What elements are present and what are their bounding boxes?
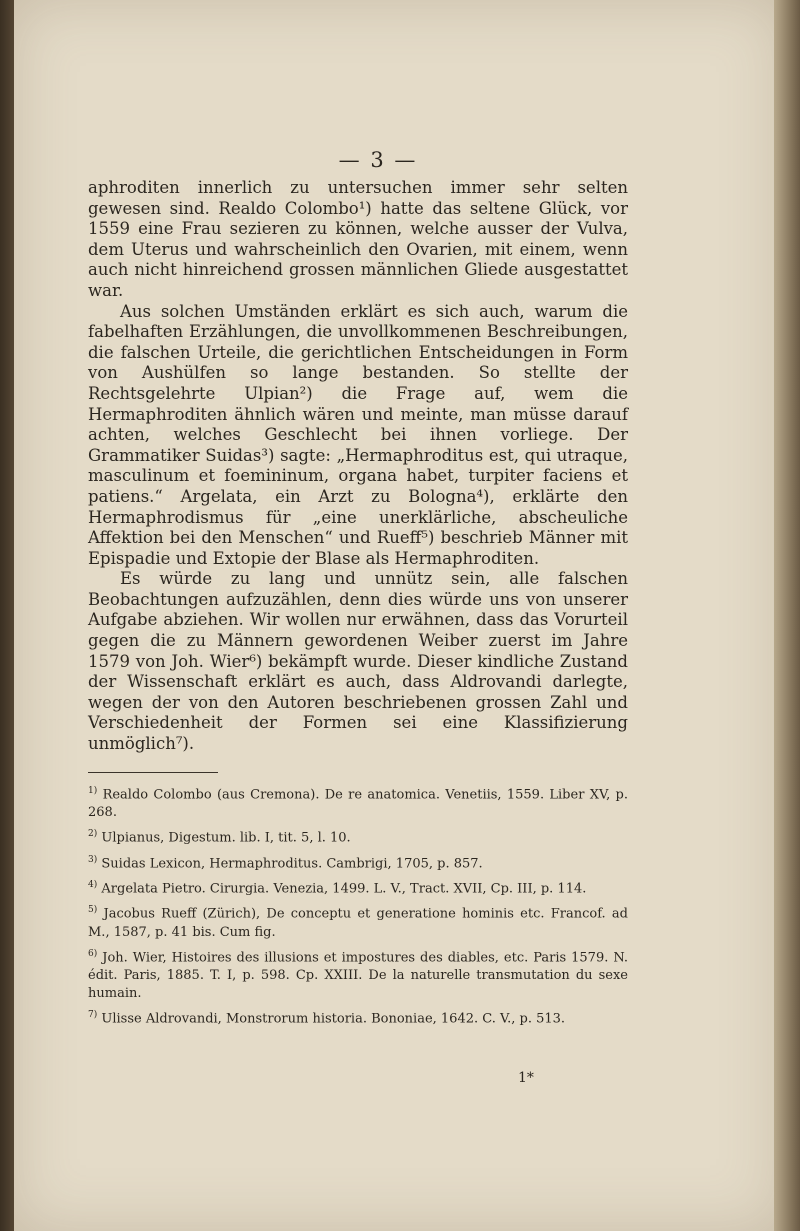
footnote-mark: 2): [88, 829, 98, 840]
footnote-text: Suidas Lexicon, Hermaphroditus. Cambrigi, 1705, p. 857.: [101, 855, 483, 871]
paragraph-2: Aus solchen Umständen erklärt es sich auch, warum die fabelhaften Erzählungen, die unvollkommenen Beschreibungen, die falschen Urteile, die gerichtlichen Entscheidungen in Form von Aushülfen so lange bestanden. So stellte der Rechtsgelehrte Ulpian²) die Frage auf, wem die Hermaphroditen ähnlich wären und meinte, man müsse darauf achten, welches Geschlecht bei ihnen vorliege. Der Grammatiker Suidas³) sagte: „Hermaphroditus est, qui utraque, masculinum et foemininum, organa habet, turpiter faciens et patiens.“ Argelata, ein Arzt zu Bologna⁴), erklärte den Hermaphrodismus für „eine unerklärliche, abscheuliche Affektion bei den Menschen“ und Rueff⁵) beschrieb Männer mit Epispadie und Extopie der Blase als Hermaphroditen.: [88, 301, 628, 568]
footnote-mark: 1): [88, 786, 98, 796]
page-edge: [774, 0, 800, 1231]
main-text: [88, 178, 628, 755]
footnote-text: Ulisse Aldrovandi, Monstrorum historia. Bononiae, 1642. C. V., p. 513.: [101, 1011, 566, 1027]
paragraph-1: aphroditen innerlich zu untersuchen immer sehr selten gewesen sind. Realdo Colombo¹) hatte das seltene Glück, vor 1559 eine Frau sezieren zu können, welche ausser der Vulva, dem Uterus und wahrscheinlich den Ovarien, mit einem, wenn auch nicht hinreichend grossen männlichen Gliede ausgestattet war.: [88, 178, 628, 300]
footnote-text: Jacobus Rueff (Zürich), De conceptu et generatione hominis etc. Francof. ad M., 1587, p. 41 bis. Cum fig.: [88, 906, 628, 940]
footnote: [88, 876, 628, 898]
footnote-mark: 3): [88, 854, 98, 865]
footnote-text: Joh. Wier, Histoires des illusions et impostures des diables, etc. Paris 1579. N. édit. Paris, 1885. T. I, p. 598. Cp. XXIII. De la naturelle transmutation du sexe humain.: [88, 949, 628, 1001]
footnote-mark: 7): [88, 1009, 98, 1020]
footnote: [88, 782, 628, 822]
footnote: [88, 901, 628, 941]
footnote: [88, 851, 628, 873]
footnote-separator: [88, 772, 218, 773]
footnote: [88, 945, 628, 1003]
footnote-text: Argelata Pietro. Cirurgia. Venezia, 1499. L. V., Tract. XVII, Cp. III, p. 114.: [101, 881, 587, 897]
footnote: [88, 1006, 628, 1028]
footnotes: [88, 782, 628, 1031]
footnote: [88, 825, 628, 847]
footnote-mark: 5): [88, 905, 98, 916]
footnote-text: Ulpianus, Digestum. lib. I, tit. 5, l. 10.: [101, 830, 351, 846]
page-number: — 3 —: [338, 148, 418, 172]
footnote-mark: 4): [88, 879, 98, 890]
footnote-mark: 6): [88, 948, 98, 959]
footnote-text: Realdo Colombo (aus Cremona). De re anatomica. Venetiis, 1559. Liber XV, p. 268.: [88, 787, 628, 821]
paragraph-3: Es würde zu lang und unnütz sein, alle falschen Beobachtungen aufzuzählen, denn dies würde uns von unserer Aufgabe abziehen. Wir wollen nur erwähnen, dass das Vorurteil gegen die zu Männern gewordenen Weiber zuerst im Jahre 1579 von Joh. Wier⁶) bekämpft wurde. Dieser kindliche Zustand der Wissenschaft erklärt es auch, dass Aldrovandi darlegte, wegen der von den Autoren beschriebenen grossen Zahl und Verschiedenheit der Formen sei eine Klassifizierung unmöglich⁷).: [88, 569, 628, 754]
signature-mark: 1*: [518, 1070, 534, 1086]
